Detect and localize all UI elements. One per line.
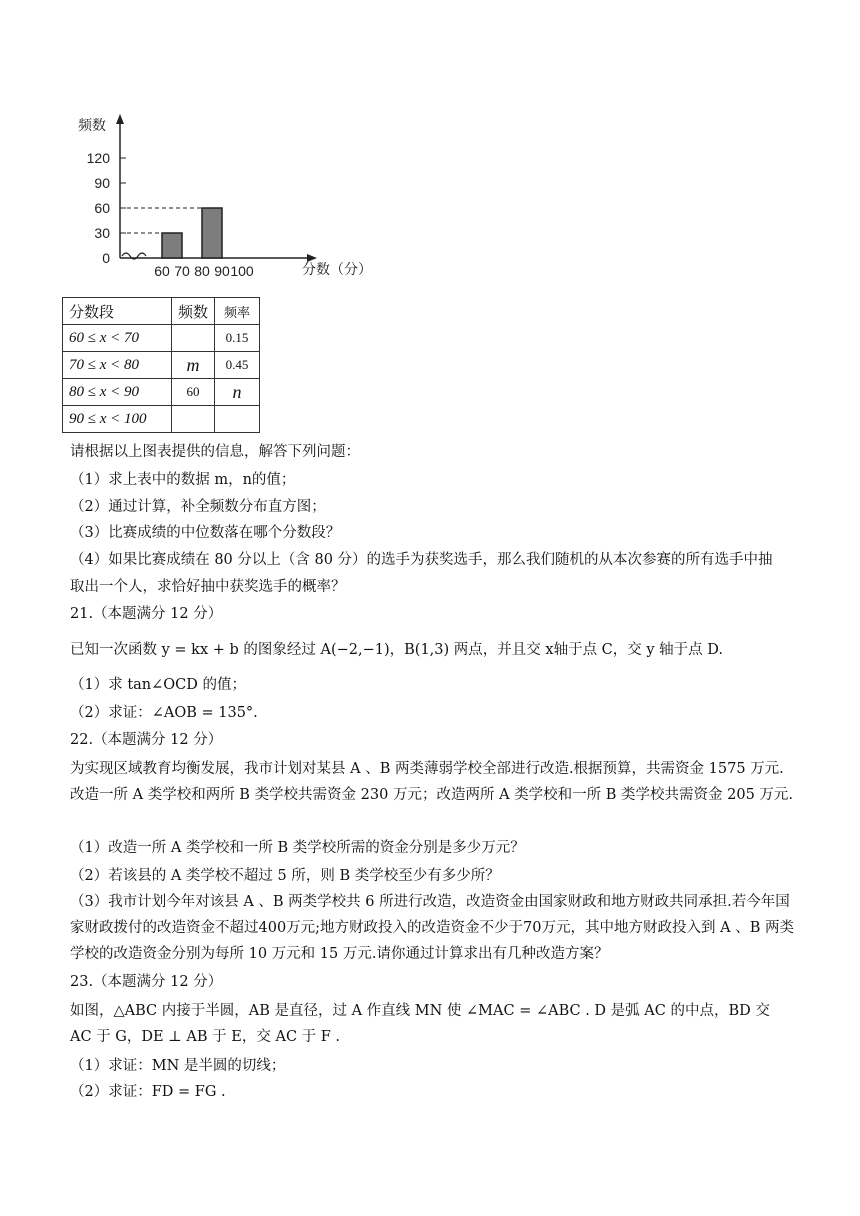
row-count: m <box>172 352 215 379</box>
histogram-bar <box>202 208 222 258</box>
x-tick-label: 60 <box>154 263 170 279</box>
table-row <box>63 379 260 406</box>
q21-stem: 已知一次函数 y = kx + b 的图象经过 A(−2,−1)，B(1,3) 两点，并且交 x轴于点 C，交 y 轴于点 D. <box>70 642 724 658</box>
frequency-histogram <box>70 110 390 282</box>
y-tick-label: 30 <box>94 225 110 241</box>
q20-part4-line1: （4）如果比赛成绩在 80 分以上（含 80 分）的选手为获奖选手，那么我们随机的从本次参赛的所有选手中抽 <box>70 552 773 568</box>
table-row <box>63 325 260 352</box>
row-segment: 80 ≤ x < 90 <box>63 379 172 406</box>
x-tick-label: 100 <box>230 263 254 279</box>
x-axis-label: 分数（分） <box>302 261 372 277</box>
y-tick-label: 90 <box>94 175 110 191</box>
q20-part1: （1）求上表中的数据 m，n的值； <box>70 472 296 488</box>
y-tick-label: 120 <box>86 150 110 166</box>
y-axis-arrow <box>116 114 124 124</box>
table-row <box>63 406 260 433</box>
q20-part2: （2）通过计算，补全频数分布直方图； <box>70 499 326 515</box>
q21-part2: （2）求证：∠AOB = 135°. <box>70 705 258 721</box>
q20-intro: 请根据以上图表提供的信息，解答下列问题： <box>70 444 360 460</box>
header-segment: 分数段 <box>63 298 172 325</box>
y-axis-label: 频数 <box>78 117 106 133</box>
row-count: 60 <box>172 379 215 406</box>
row-segment: 90 ≤ x < 100 <box>63 406 172 433</box>
table-header-row <box>63 298 260 325</box>
row-rate: 0.45 <box>215 352 260 379</box>
q21-part1: （1）求 tan∠OCD 的值； <box>70 677 247 693</box>
row-rate: n <box>215 379 260 406</box>
table-row <box>63 352 260 379</box>
q22-heading: 22.（本题满分 12 分） <box>70 732 223 748</box>
row-rate <box>215 406 260 433</box>
q20-part3: （3）比赛成绩的中位数落在哪个分数段？ <box>70 525 341 541</box>
q23-part2: （2）求证：FD = FG . <box>70 1084 226 1100</box>
frequency-table <box>62 297 260 433</box>
q23-stem: 如图，△ABC 内接于半圆，AB 是直径，过 A 作直线 MN 使 ∠MAC = ∠ABC . D 是弧 AC 的中点，BD 交 AC 于 G，DE ⊥ AB 于 E，交 AC 于 F . <box>70 1003 770 1045</box>
row-count <box>172 325 215 352</box>
x-tick-label: 70 <box>174 263 190 279</box>
histogram-bar <box>162 233 182 258</box>
q21-heading: 21.（本题满分 12 分） <box>70 606 223 622</box>
row-count <box>172 406 215 433</box>
q23-heading: 23.（本题满分 12 分） <box>70 974 223 990</box>
x-tick-label: 80 <box>194 263 210 279</box>
x-tick-label: 90 <box>214 263 230 279</box>
q22-stem: 为实现区域教育均衡发展，我市计划对某县 A 、B 两类薄弱学校全部进行改造.根据预算，共需资金 1575 万元.改造一所 A 类学校和两所 B 类学校共需资金 230 万元；改造两所 A 类学校和一所 B 类学校共需资金 205 万元. <box>70 761 794 803</box>
q22-part3: （3）我市计划今年对该县 A 、B 两类学校共 6 所进行改造，改造资金由国家财政和地方财政共同承担.若今年国家财政拨付的改造资金不超过400万元;地方财政投入的改造资金不少于70万元，其中地方财政投入到 A 、B 两类学校的改造资金分别为每所 10 万元和 15 万元.请你通过计算求出有几种改造方案？ <box>70 894 794 962</box>
row-segment: 60 ≤ x < 70 <box>63 325 172 352</box>
y-tick-label: 60 <box>94 200 110 216</box>
q22-part1: （1）改造一所 A 类学校和一所 B 类学校所需的资金分别是多少万元？ <box>70 840 525 856</box>
row-segment: 70 ≤ x < 80 <box>63 352 172 379</box>
header-rate: 频率 <box>215 298 260 325</box>
row-rate: 0.15 <box>215 325 260 352</box>
header-count: 频数 <box>172 298 215 325</box>
q20-part4-line2: 取出一个人，求恰好抽中获奖选手的概率？ <box>70 579 346 595</box>
y-tick-label: 0 <box>102 250 110 266</box>
q23-part1: （1）求证：MN 是半圆的切线； <box>70 1058 286 1074</box>
q22-part2: （2）若该县的 A 类学校不超过 5 所，则 B 类学校至少有多少所？ <box>70 868 500 884</box>
